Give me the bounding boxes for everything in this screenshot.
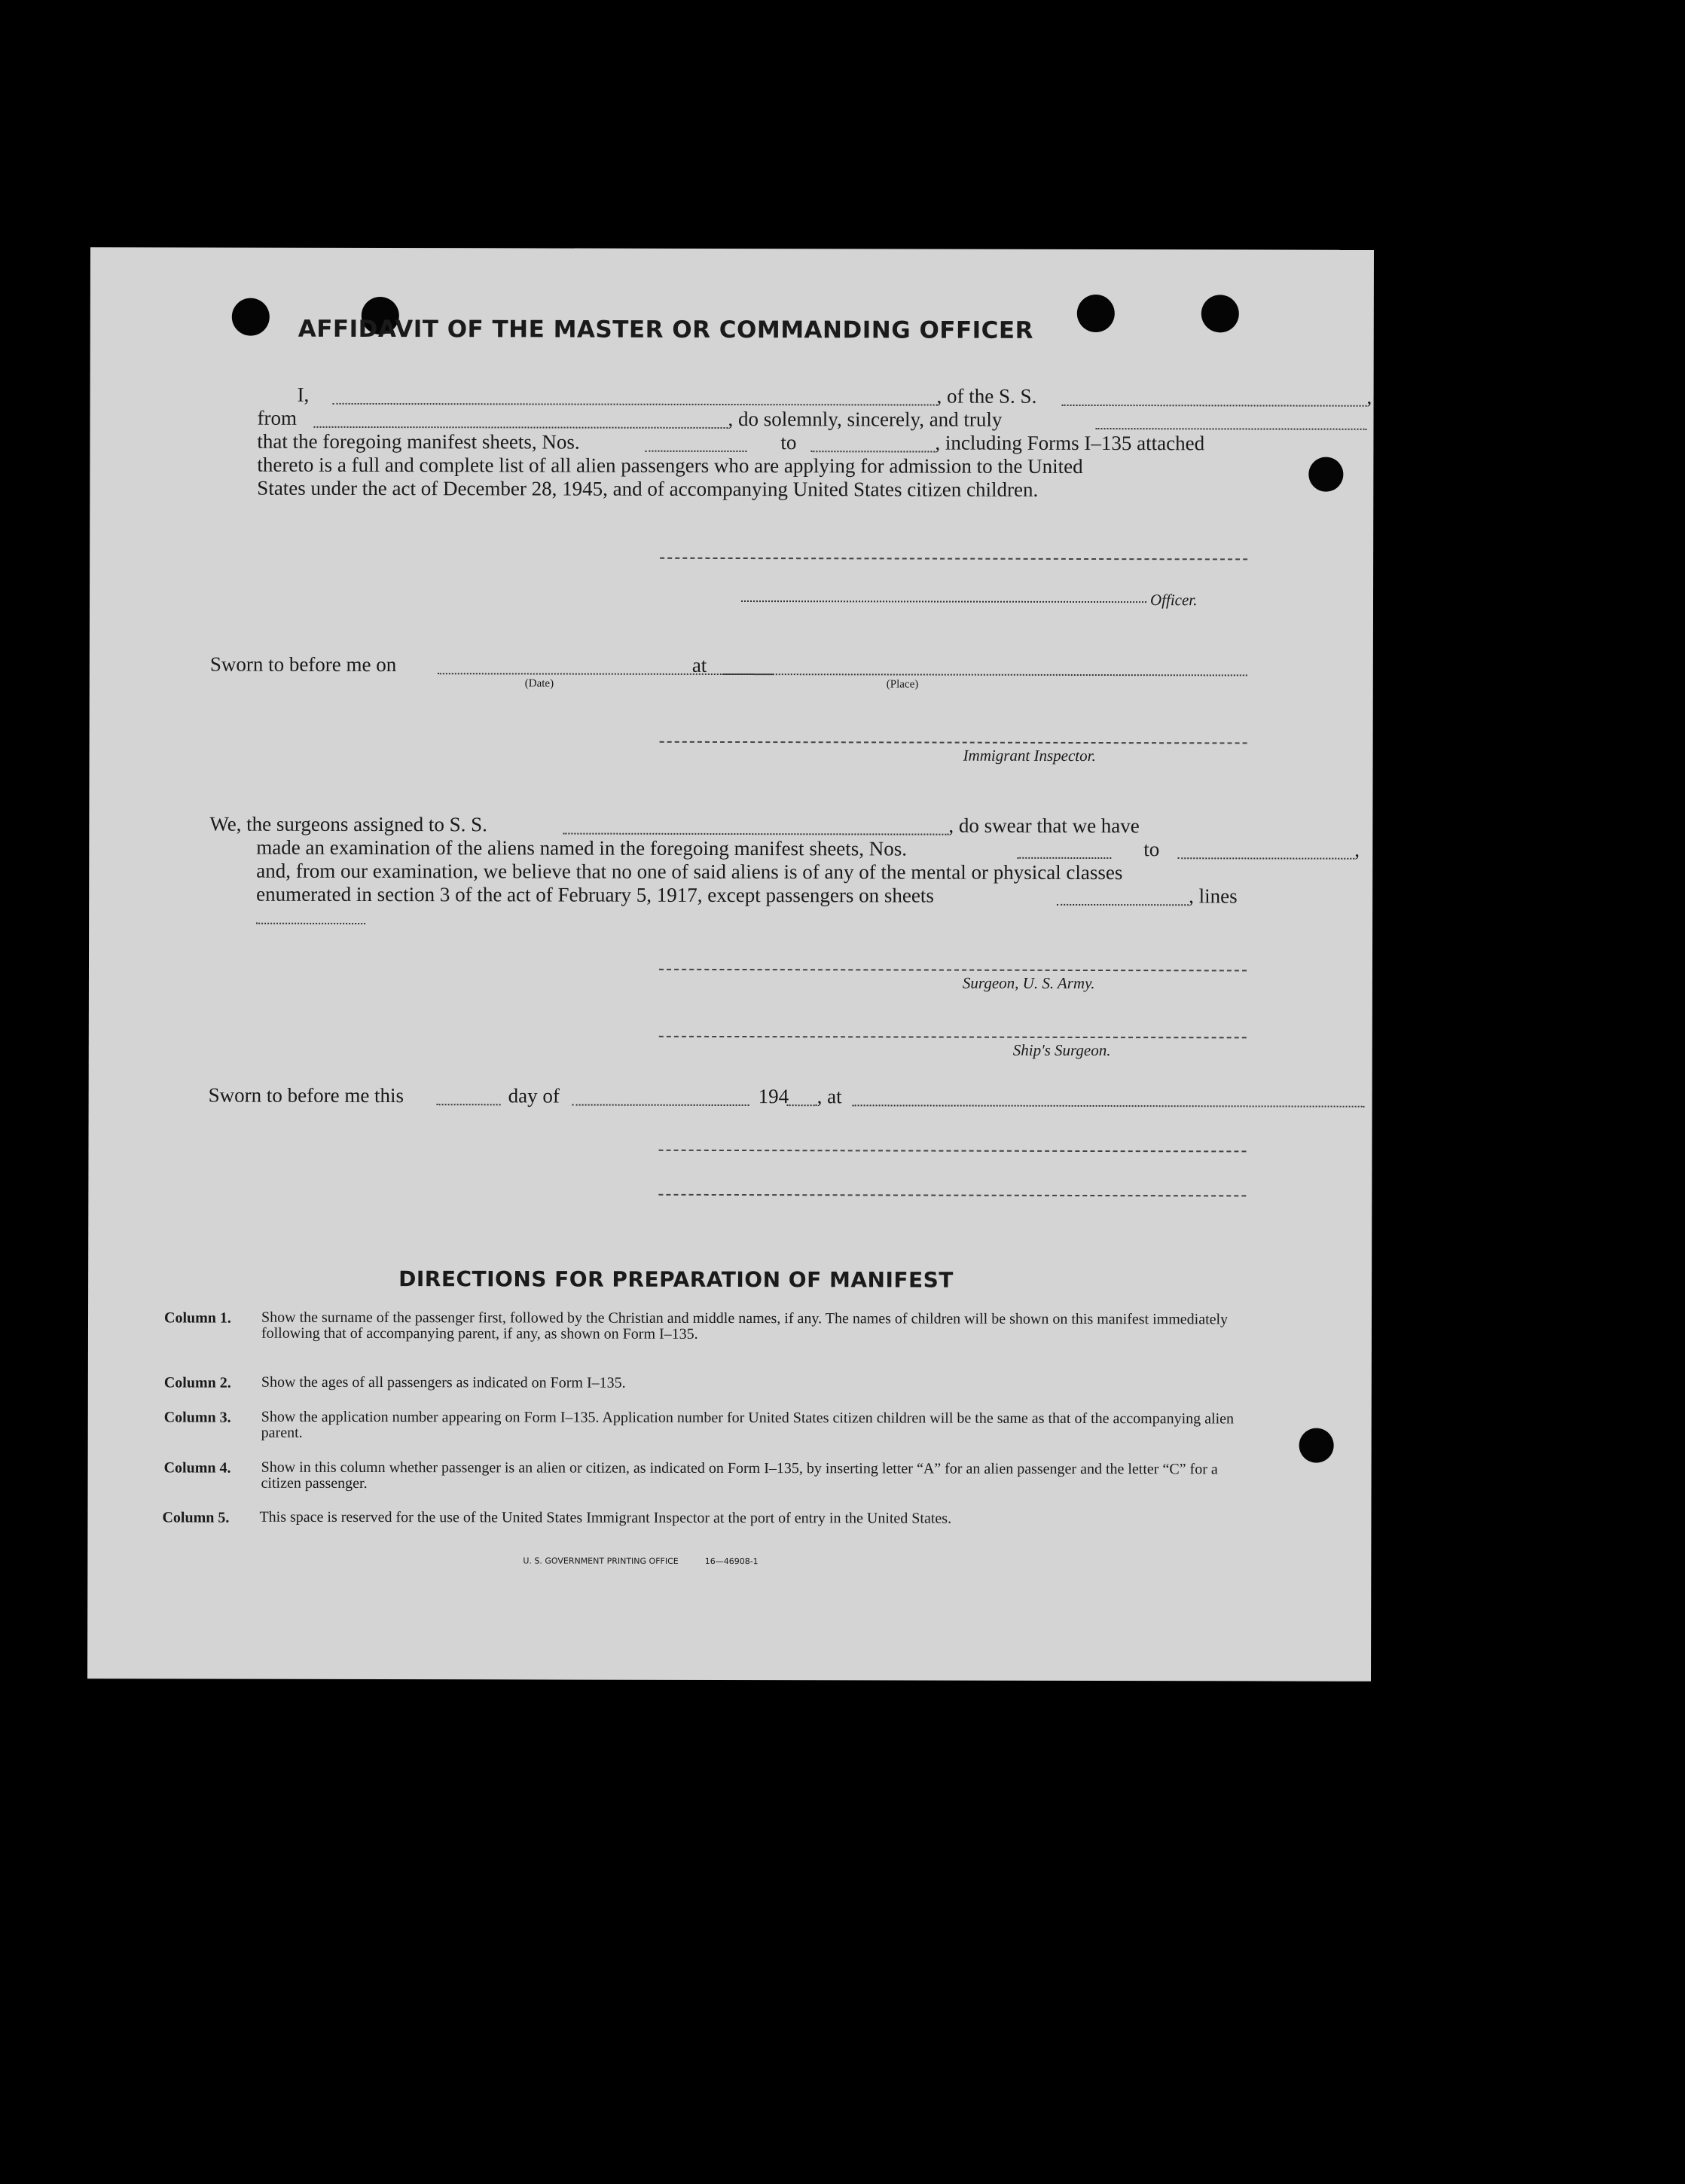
from-port-field[interactable] <box>313 426 728 429</box>
surgeons-line-1: We, the surgeons assigned to S. S. , do swear that we have <box>209 812 1140 838</box>
column-2-text: Show the ages of all passengers as indicated on Form I–135. <box>261 1373 626 1391</box>
master-signature-line[interactable] <box>660 557 1247 561</box>
sworn-at: at <box>691 653 707 677</box>
place-caption: (Place) <box>886 678 919 691</box>
immigrant-inspector-label: Immigrant Inspector. <box>963 746 1096 765</box>
column-3-label: Column 3. <box>163 1409 231 1426</box>
directions-title: DIRECTIONS FOR PREPARATION OF MANIFEST <box>398 1266 954 1293</box>
column-3-text: Show the application number appearing on Form I–135. Application number for United States citizen children will be the same as that of the accompanying alien parent. <box>261 1408 1235 1441</box>
sheets-to-field[interactable] <box>810 451 935 452</box>
surgeons-line-2: made an examination of the aliens named in the foregoing manifest sheets, Nos. to , <box>256 835 1360 861</box>
column-1-label: Column 1. <box>163 1309 231 1327</box>
surgeons-ship-field[interactable] <box>563 833 948 835</box>
exam-sheets-to-field[interactable] <box>1177 857 1354 859</box>
affidavit-line-5: States under the act of December 28, 1945, and of accompanying United States citizen children. <box>257 476 1039 501</box>
ship-name-field[interactable] <box>1062 405 1367 407</box>
sworn-before-me-on: Sworn to before me on <box>209 652 397 677</box>
date-caption: (Date) <box>524 677 554 690</box>
officer-label: Officer. <box>1149 591 1198 609</box>
surgeons-line-3: and, from our examination, we believe that no one of said aliens is of any of the mental or physical classes <box>256 859 1123 884</box>
sworn-at-field[interactable] <box>853 1104 1365 1107</box>
except-sheets-field[interactable] <box>1057 904 1189 906</box>
punch-hole <box>1308 457 1343 492</box>
sheets-from-field[interactable] <box>645 451 746 452</box>
column-1-text: Show the surname of the passenger first, followed by the Christian and middle names, if any. The names of children will be shown on this manifest immediately following that of accompanying parent, if any, as shown on Form I–135. <box>261 1309 1229 1342</box>
column-2-label: Column 2. <box>163 1374 231 1391</box>
sworn-before-me-this: Sworn to before me this day of 194 , at <box>207 1084 1247 1086</box>
ship-surgeon-label: Ship's Surgeon. <box>1012 1040 1111 1060</box>
except-lines-field[interactable] <box>256 923 365 924</box>
printer-imprint: U. S. GOVERNMENT PRINTING OFFICE 16—46908-1 <box>523 1556 759 1567</box>
column-4-label: Column 4. <box>163 1459 231 1477</box>
affidavit-line-1: I, , of the S. S. , <box>297 383 1372 408</box>
punch-hole <box>1201 295 1239 332</box>
punch-hole <box>1077 295 1115 332</box>
affidavit-line-3: that the foregoing manifest sheets, Nos. to , including Forms I–135 attached <box>257 429 1205 455</box>
master-name-field[interactable] <box>333 403 938 406</box>
exam-sheets-from-field[interactable] <box>1017 857 1111 859</box>
army-surgeon-label: Surgeon, U. S. Army. <box>962 973 1095 993</box>
column-5-text: This space is reserved for the use of the United States Immigrant Inspector at the port of entry in the United States. <box>259 1508 952 1527</box>
column-5-label: Column 5. <box>162 1509 230 1526</box>
sworn-month-field[interactable] <box>572 1104 749 1106</box>
inspector-signature-line[interactable] <box>660 741 1247 744</box>
officer-title-line[interactable] <box>741 600 1146 603</box>
sworn-place-field[interactable] <box>722 674 1247 676</box>
form-sheet <box>87 247 1374 1682</box>
swear-blank-field[interactable] <box>1095 428 1366 430</box>
punch-hole <box>232 298 270 336</box>
sworn-title-line[interactable] <box>658 1194 1246 1197</box>
ship-surgeon-signature-line[interactable] <box>659 1036 1247 1039</box>
affidavit-line-2: from , do solemnly, sincerely, and truly <box>209 407 1248 409</box>
sworn-signature-line[interactable] <box>658 1150 1246 1153</box>
affidavit-line-4: thereto is a full and complete list of all alien passengers who are applying for admission to the United <box>257 453 1083 478</box>
sworn-day-field[interactable] <box>437 1104 501 1105</box>
sworn-year-field[interactable] <box>787 1104 817 1106</box>
column-4-text: Show in this column whether passenger is an alien or citizen, as indicated on Form I–135, by inserting letter “A” for an alien passenger and the letter “C” for a citizen passenger. <box>261 1459 1218 1492</box>
punch-hole <box>1299 1428 1334 1463</box>
surgeons-line-4: enumerated in section 3 of the act of February 5, 1917, except passengers on sheets , lines <box>256 882 1238 908</box>
army-surgeon-signature-line[interactable] <box>659 969 1247 972</box>
affidavit-title: AFFIDAVIT OF THE MASTER OR COMMANDING OFFICER <box>298 315 1034 344</box>
